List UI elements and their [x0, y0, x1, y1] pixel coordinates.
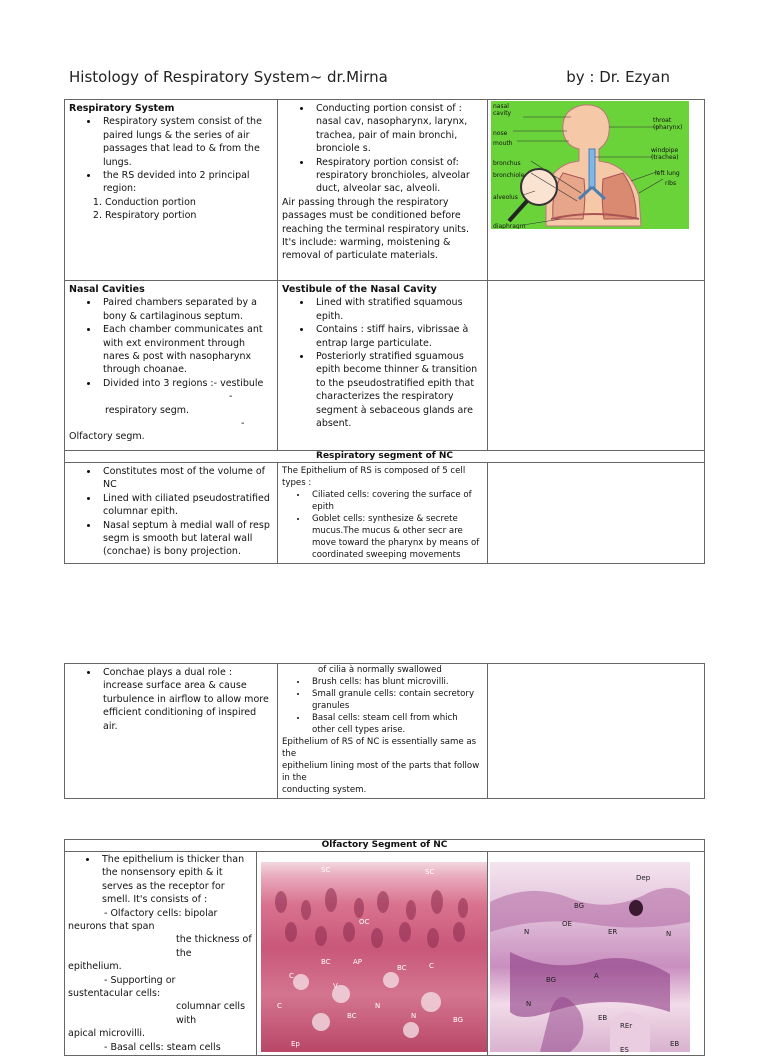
micrograph-label: EB [670, 1040, 680, 1048]
list-item: • Nasal septum à medial wall of resp segm is smooth but lateral wall (conchae) is bony projection. [99, 519, 273, 559]
label-alveolus: alveolus [493, 194, 518, 201]
vestibule-heading: Vestibule of the Nasal Cavity [282, 284, 437, 295]
micrograph-label: A [594, 972, 599, 980]
micrograph-label: C [277, 1002, 282, 1010]
respiratory-segment-heading: Respiratory segment of NC [65, 451, 705, 463]
micrograph-label: C [429, 962, 434, 970]
label-nose: nose [493, 130, 508, 137]
list-item: • Posteriorly stratified sguamous epith become thinner & transition to the pseudostratified epith that characterizes the respiratory segment à sebaceous glands are absent. [312, 350, 483, 430]
list-item: • Lined with ciliated pseudostratified columnar epith. [99, 492, 273, 519]
label-mouth: mouth [493, 140, 513, 147]
vestibule-cell [278, 281, 488, 451]
label-ribs: ribs [665, 180, 677, 187]
respiratory-system-diagram [491, 101, 689, 229]
olfactory-text-cell [65, 852, 257, 1056]
list-item: 2. Respiratory portion [105, 209, 273, 222]
air-passing-text: Air passing through the respiratory passages must be conditioned before reaching the terminal respiratory units. It's include: warming, moistening & removal of particulate materials. [282, 196, 469, 262]
label-bronchiole: bronchiole [493, 172, 525, 179]
content-table-2 [64, 663, 705, 799]
label-throat: throat (pharynx) [653, 117, 683, 131]
micrograph-label: ES [620, 1046, 629, 1052]
conchae-cell [65, 664, 278, 799]
list-item: 1. Conduction portion [105, 196, 273, 209]
list-item: • Brush cells: has blunt microvilli. [308, 676, 483, 688]
conducting-portion-cell [278, 100, 488, 281]
micrograph-cell-2 [488, 852, 705, 1056]
diagram-cell [488, 100, 705, 281]
label-left-lung: left lung [655, 170, 680, 177]
micrograph-label: ER [608, 928, 618, 936]
micrograph-label: BC [397, 964, 407, 972]
list-item: • the RS devided into 2 principal region: [99, 169, 273, 196]
micrograph-label: SC [321, 866, 331, 874]
label-nasal-cavity: nasal cavity [493, 103, 512, 117]
micrograph-label: BC [347, 1012, 357, 1020]
list-item: • Lined with stratified squamous epith. [312, 296, 483, 323]
nasal-cavities-heading: Nasal Cavities [69, 284, 145, 295]
epithelium-text-2: epithelium lining most of the parts that follow in the [282, 761, 480, 783]
cell-types-intro: The Epithelium of RS is composed of 5 cell types : [282, 466, 466, 488]
page-header [69, 68, 670, 90]
micrograph-label: Dep [636, 874, 651, 882]
olfactory-segm-text: Olfactory segm. [69, 431, 145, 443]
micrograph-label: C [289, 972, 294, 980]
olfactory-line: - Basal cells: steam cells [104, 1041, 221, 1053]
micrograph-label: BG [546, 976, 557, 984]
olfactory-segment-heading: Olfactory Segment of NC [65, 840, 705, 852]
olfactory-line: - Olfactory cells: bipolar [104, 907, 218, 919]
list-item: • Ciliated cells: covering the surface of epith [308, 489, 483, 513]
olfactory-line: neurons that span [68, 921, 155, 933]
micrograph-label: N [666, 930, 672, 938]
content-table-3 [64, 839, 705, 1056]
list-item: • Paired chambers separated by a bony & cartilaginous septum. [99, 296, 273, 323]
micrograph-label: V [333, 982, 338, 990]
list-item: • Basal cells: steam cell from which other cell types arise. [308, 712, 483, 736]
micrograph-label: N [411, 1012, 417, 1020]
micrograph-label: REr [620, 1022, 633, 1030]
respiratory-system-cell [65, 100, 278, 281]
empty-cell [488, 664, 705, 799]
page-title: Histology of Respiratory System~ dr.Mirna [69, 68, 388, 86]
label-bronchus: bronchus [493, 160, 521, 167]
content-table-1 [64, 99, 705, 564]
olfactory-line: the thickness of the [176, 934, 252, 959]
olfactory-line: columnar cells with [176, 1001, 246, 1026]
olfactory-line: apical microvilli. [68, 1028, 146, 1040]
dash: - [229, 391, 233, 403]
micrograph-label: OC [359, 918, 370, 926]
list-item: • Divided into 3 regions :- vestibule [99, 377, 273, 390]
respiratory-segm-text: respiratory segm. [105, 404, 190, 416]
micrograph-label: SC [425, 868, 435, 876]
olfactory-line: sustentacular cells: [68, 988, 161, 1000]
list-item: • Contains : stiff hairs, vibrissae à entrap large particulate. [312, 323, 483, 350]
cell-types-cell [278, 463, 488, 564]
micrograph-label: N [526, 1000, 532, 1008]
cell-types-continued-cell [278, 664, 488, 799]
list-item: • Conducting portion consist of : nasal cav, nasopharynx, larynx, trachea, pair of main bronchi, bronciole s. [312, 102, 483, 156]
list-item: • Each chamber communicates ant with ext environment through nares & post with nasopharynx through choanae. [99, 323, 273, 377]
list-item: • Small granule cells: contain secretory granules [308, 688, 483, 712]
micrograph-label: BG [574, 902, 585, 910]
nasal-cavities-cell [65, 281, 278, 451]
micrograph-label: N [375, 1002, 381, 1010]
epithelium-text-3: conducting system. [282, 785, 367, 795]
author-line: by : Dr. Ezyan [566, 68, 670, 86]
micrograph-label: BG [453, 1016, 464, 1024]
epithelium-text-1: Epithelium of RS of NC is essentially same as the [282, 737, 477, 759]
list-item: • Goblet cells: synthesize & secrete mucus.The mucus & other secr are move toward the pharynx by means of coordinated sweeping movements [308, 513, 483, 561]
micrograph-label: Ep [291, 1040, 300, 1048]
list-item: • The epithelium is thicker than the nonsensory epith & it serves as the receptor for smell. It's consists of : [98, 853, 253, 907]
micrograph-label: AP [353, 958, 363, 966]
list-item: • Constitutes most of the volume of NC [99, 465, 273, 492]
continued-text: of cilia à normally swallowed [318, 665, 442, 675]
olfactory-line: - Supporting or [104, 974, 176, 986]
micrograph-label: BC [321, 958, 331, 966]
olfactory-line: epithelium. [68, 961, 122, 973]
empty-cell [488, 281, 705, 451]
micrograph-label: OE [562, 920, 572, 928]
micrograph-cell-1 [257, 852, 488, 1056]
list-item: • Respiratory portion consist of: respiratory bronchioles, alveolar duct, alveolar sac, alveoli. [312, 156, 483, 196]
label-diaphragm: diaphragm [493, 223, 526, 229]
respiratory-segment-cell [65, 463, 278, 564]
micrograph-label: EB [598, 1014, 608, 1022]
label-windpipe: windpipe (trachea) [651, 147, 679, 161]
list-item: • Respiratory system consist of the paired lungs & the series of air passages that lead to & from the lungs. [99, 115, 273, 169]
list-item: • Conchae plays a dual role : increase surface area & cause turbulence in airflow to allow more efficient conditioning of inspired air. [99, 666, 273, 733]
empty-cell [488, 463, 705, 564]
respiratory-system-heading: Respiratory System [69, 103, 175, 114]
dash: - [241, 418, 245, 430]
micrograph-label: N [524, 928, 530, 936]
